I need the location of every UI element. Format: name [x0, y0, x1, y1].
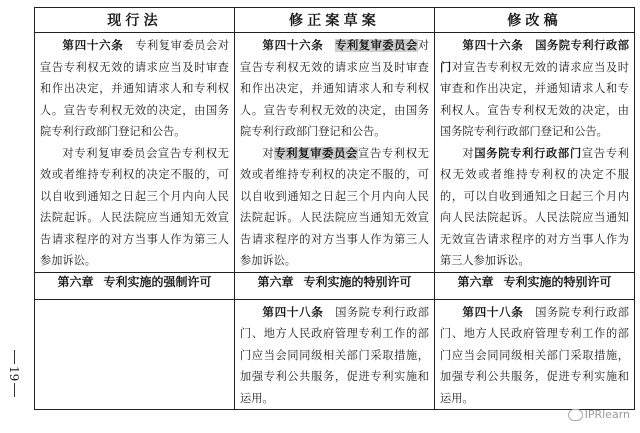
chapter-6-draft — [235, 272, 435, 299]
article-48-draft-cell — [235, 299, 435, 410]
chapter-6-current — [35, 272, 235, 299]
article-46-revised-cell — [435, 33, 635, 273]
article-46-current-cell — [35, 33, 235, 273]
article-48-revised-cell — [435, 299, 635, 410]
chapter-6-row — [35, 272, 635, 299]
article-46-draft-paragraph-1 — [240, 35, 429, 143]
article-48-revised-label: 第四十八条 — [462, 304, 524, 319]
chapter-6-revised — [435, 272, 635, 299]
header-amendment-draft: 修正案草案 — [235, 8, 435, 33]
article-46-draft-paragraph-2 — [240, 143, 429, 272]
chapter-6-current-label: 第六章 — [57, 274, 94, 289]
article-48-revised-paragraph — [440, 302, 629, 410]
article-46-revised-label: 第四十六条 — [462, 38, 524, 52]
article-46-draft-prefix-2: 对 — [262, 146, 275, 160]
chapter-6-draft-label: 第六章 — [257, 274, 294, 289]
header-row — [35, 8, 635, 33]
chapter-6-draft-title: 专利实施的特别许可 — [303, 274, 412, 289]
article-46-revised-text-1: 对宣告专利权无效的请求应当及时审查和作出决定，并通知请求人和专利权人。宣告专利权无效的决定，由国务院专利行政部门登记和公告。 — [440, 60, 629, 138]
article-46-revised-prefix-2: 对 — [462, 146, 475, 160]
article-46-current-paragraph-2 — [40, 143, 229, 272]
article-46-draft-cell — [235, 33, 435, 273]
article-46-row — [35, 33, 635, 273]
article-46-revised-emphasis-2: 国务院专利行政部门 — [474, 146, 582, 160]
article-46-revised-emphasis-1: 国务院专利行政部门 — [440, 39, 629, 74]
page-number: 19 — [7, 366, 21, 382]
page-number-marker — [6, 348, 22, 399]
page-number-rule-top — [14, 350, 15, 364]
chapter-6-current-title: 专利实施的强制许可 — [103, 274, 212, 289]
page-number-rule-bottom — [14, 383, 15, 397]
article-46-revised-paragraph-1 — [440, 35, 629, 143]
article-48-draft-paragraph — [240, 302, 429, 410]
comparison-table — [34, 7, 635, 410]
article-46-draft-text-1: 对宣告专利权无效的请求应当及时审查和作出决定，并通知请求人和专利权人。宣告专利权无效的决定，由国务院专利行政部门登记和公告。 — [240, 39, 429, 138]
header-current-law: 现行法 — [35, 8, 235, 33]
article-46-current-text-2: 对专利复审委员会宣告专利权无效或者维持专利权的决定不服的，可以自收到通知之日起三个月内向人民法院起诉。人民法院应当通知无效宣告请求程序的对方当事人作为第三人参加诉讼。 — [40, 146, 229, 267]
article-46-draft-label: 第四十六条 — [262, 38, 324, 52]
article-48-draft-text: 国务院专利行政部门、地方人民政府管理专利工作的部门应当会同同级相关部门采取措施，加强专利公共服务，促进专利实施和运用。 — [240, 305, 429, 405]
chapter-6-revised-title: 专利实施的特别许可 — [503, 274, 612, 289]
article-46-revised-paragraph-2 — [440, 143, 629, 272]
watermark-text: IPRlearn — [584, 408, 630, 421]
article-46-revised-text-2: 宣告专利权无效或者维持专利权的决定不服的，可以自收到通知之日起三个月内向人民法院起诉。人民法院应当通知无效宣告请求程序的对方当事人作为第三人参加诉讼。 — [440, 146, 629, 267]
article-46-current-label: 第四十六条 — [62, 38, 124, 52]
article-46-current-paragraph-1 — [40, 35, 229, 143]
watermark — [568, 408, 630, 421]
article-46-draft-highlight-1: 专利复审委员会 — [335, 39, 418, 52]
article-46-draft-text-2: 宣告专利权无效或者维持专利权的决定不服的，可以自收到通知之日起三个月内向人民法院起诉。人民法院应当通知无效宣告请求程序的对方当事人作为第三人参加诉讼。 — [240, 146, 429, 267]
header-revised-draft: 修改稿 — [435, 8, 635, 33]
article-48-draft-label: 第四十八条 — [262, 304, 324, 319]
chapter-6-revised-label: 第六章 — [457, 274, 494, 289]
article-48-current-cell-empty — [35, 299, 235, 410]
article-46-current-text-1: 专利复审委员会对宣告专利权无效的请求应当及时审查和作出决定，并通知请求人和专利权人。宣告专利权无效的决定，由国务院专利行政部门登记和公告。 — [40, 39, 229, 138]
article-46-draft-highlight-2: 专利复审委员会 — [274, 146, 359, 160]
article-48-row — [35, 299, 635, 410]
article-48-revised-text: 国务院专利行政部门、地方人民政府管理专利工作的部门应当会同同级相关部门采取措施，加强专利公共服务，促进专利实施和运用。 — [440, 305, 629, 405]
wechat-icon — [568, 409, 583, 421]
